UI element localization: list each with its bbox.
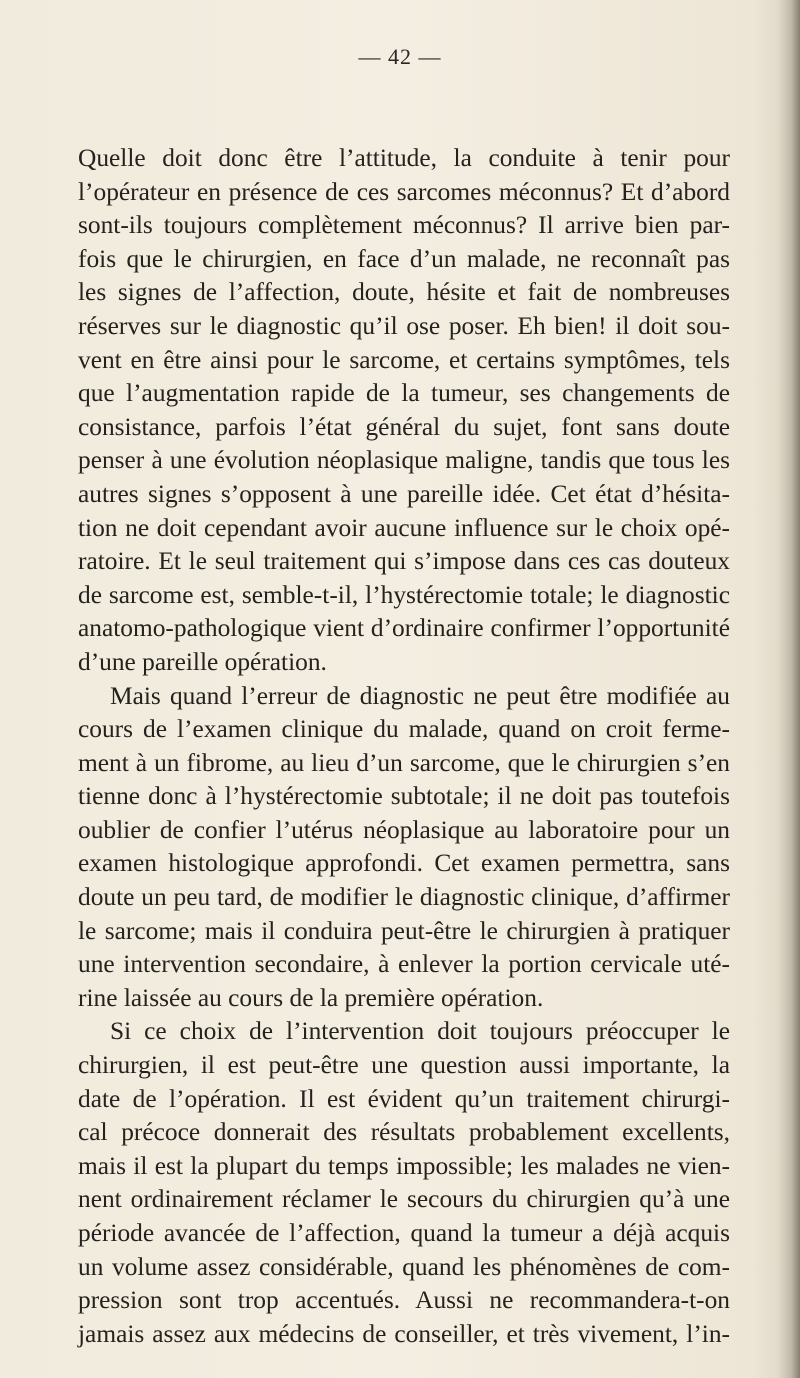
text-line: cours de l’examen clinique du malade, quand on croit ferme- xyxy=(78,715,730,744)
text-line: les signes de l’affection, doute, hésite et fait de nombreuses xyxy=(78,278,730,307)
text-line: fois que le chirurgien, en face d’un malade, ne reconnaît pas xyxy=(78,244,730,273)
text-line: de sarcome est, semble-t-il, l’hystérectomie totale; le diagnostic xyxy=(78,580,730,609)
text-line: l’opérateur en présence de ces sarcomes méconnus? Et d’abord xyxy=(78,177,730,206)
text-line: chirurgien, il est peut-être une question aussi importante, la xyxy=(78,1051,730,1080)
text-line: réserves sur le diagnostic qu’il ose poser. Eh bien! il doit sou- xyxy=(78,311,730,340)
text-line: vent en être ainsi pour le sarcome, et certains symptômes, tels xyxy=(78,345,730,374)
body-text xyxy=(78,142,730,1351)
text-line: le sarcome; mais il conduira peut-être le chirurgien à pratiquer xyxy=(78,916,730,945)
text-line: pression sont trop accentués. Aussi ne recommandera-t-on xyxy=(78,1286,730,1315)
text-line: Quelle doit donc être l’attitude, la conduite à tenir pour xyxy=(78,144,730,172)
text-line: date de l’opération. Il est évident qu’un traitement chirurgi- xyxy=(78,1084,730,1113)
text-line: jamais assez aux médecins de conseiller, et très vivement, l’in- xyxy=(78,1319,730,1348)
paragraph-end-line: d’une pareille opération. xyxy=(78,647,327,676)
text-line: une intervention secondaire, à enlever la portion cervicale uté- xyxy=(78,950,730,979)
text-line: consistance, parfois l’état général du sujet, font sans doute xyxy=(78,412,730,441)
text-line: penser à une évolution néoplasique maligne, tandis que tous les xyxy=(78,446,730,475)
text-line: autres signes s’opposent à une pareille idée. Cet état d’hésita- xyxy=(78,479,730,508)
text-line: tienne donc à l’hystérectomie subtotale; il ne doit pas toutefois xyxy=(78,782,730,811)
paragraph-end-line: rine laissée au cours de la première opération. xyxy=(78,983,544,1012)
text-line: examen histologique approfondi. Cet examen permettra, sans xyxy=(78,849,730,878)
page-edge-shadow xyxy=(778,0,800,1378)
text-line: nent ordinairement réclamer le secours du chirurgien qu’à une xyxy=(78,1185,730,1214)
paragraph-start-line: Mais quand l’erreur de diagnostic ne peut être modifiée au xyxy=(110,681,730,710)
text-line: anatomo-pathologique vient d’ordinaire confirmer l’opportunité xyxy=(78,614,730,643)
paragraph-start-line: Si ce choix de l’intervention doit toujours préoccuper le xyxy=(110,1017,730,1046)
text-line: période avancée de l’affection, quand la tumeur a déjà acquis xyxy=(78,1219,730,1247)
text-line: doute un peu tard, de modifier le diagnostic clinique, d’affirmer xyxy=(78,883,730,912)
text-line: cal précoce donnerait des résultats probablement excellents, xyxy=(78,1118,730,1147)
page-number: — 42 — xyxy=(358,44,442,69)
text-line: un volume assez considérable, quand les phénomènes de com- xyxy=(78,1252,730,1281)
text-line: tion ne doit cependant avoir aucune influence sur le choix opé- xyxy=(78,513,730,542)
text-line: ment à un fibrome, au lieu d’un sarcome, que le chirurgien s’en xyxy=(78,748,730,777)
text-line: mais il est la plupart du temps impossible; les malades ne vien- xyxy=(78,1151,730,1180)
text-line: ratoire. Et le seul traitement qui s’impose dans ces cas douteux xyxy=(78,547,730,576)
text-line: sont-ils toujours complètement méconnus? Il arrive bien par- xyxy=(78,211,730,240)
text-line: que l’augmentation rapide de la tumeur, ses changements de xyxy=(78,379,730,408)
text-line: oublier de confier l’utérus néoplasique au laboratoire pour un xyxy=(78,815,730,844)
